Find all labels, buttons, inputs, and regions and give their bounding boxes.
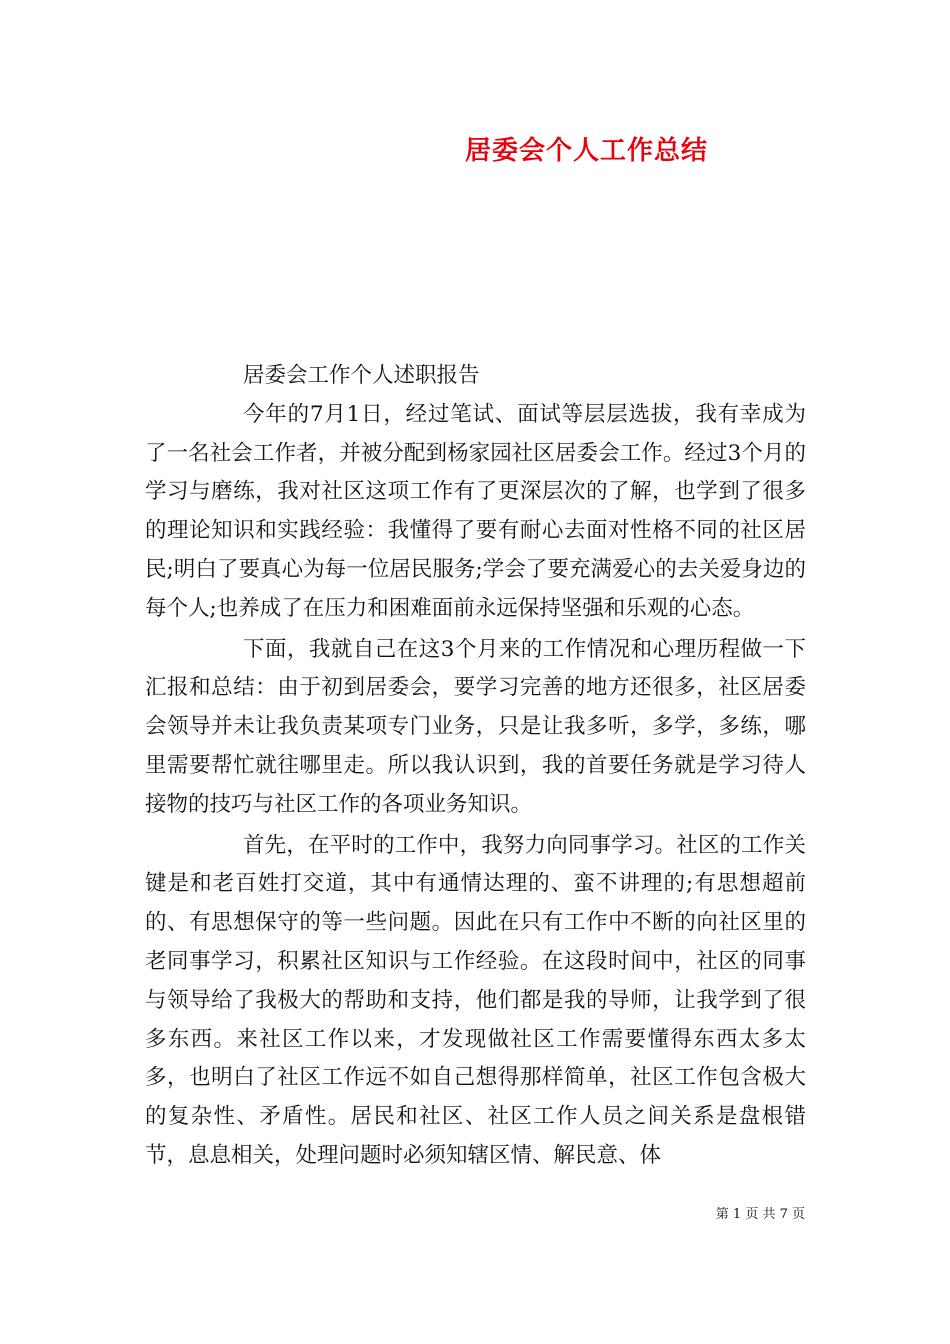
- paragraph-1: 今年的7月1日，经过笔试、面试等层层选拔，我有幸成为了一名社会工作者，并被分配到杨家园社区居委会工作。经过3个月的学习与磨练，我对社区这项工作有了更深层次的了解，也学到了很多的理论知识和实践经验：我懂得了要有耐心去面对性格不同的社区居民;明白了要真心为每一位居民服务;学会了要充满爱心的去关爱身边的每个人;也养成了在压力和困难面前永远保持坚强和乐观的心态。: [145, 401, 806, 621]
- paragraph-3: 首先，在平时的工作中，我努力向同事学习。社区的工作关键是和老百姓打交道，其中有通情达理的、蛮不讲理的;有思想超前的、有思想保守的等一些问题。因此在只有工作中不断的向社区里的老同事学习，积累社区知识与工作经验。在这段时间中，社区的同事与领导给了我极大的帮助和支持，他们都是我的导师，让我学到了很多东西。来社区工作以来，才发现做社区工作需要懂得东西太多太多，也明白了社区工作远不如自己想得那样简单，社区工作包含极大的复杂性、矛盾性。居民和社区、社区工作人员之间关系是盘根错节，息息相关，处理问题时必须知辖区情、解民意、体: [145, 832, 806, 1168]
- document-subtitle: 居委会工作个人述职报告: [243, 363, 480, 388]
- paragraph-2: 下面，我就自己在这3个月来的工作情况和心理历程做一下汇报和总结：由于初到居委会，要学习完善的地方还很多，社区居委会领导并未让我负责某项专门业务，只是让我多听，多学，多练，哪里需要帮忙就往哪里走。所以我认识到，我的首要任务就是学习待人接物的技巧与社区工作的各项业务知识。: [145, 636, 806, 817]
- document-title: 居委会个人工作总结: [465, 136, 709, 166]
- page-number-footer: 第 1 页 共 7 页: [715, 1207, 805, 1222]
- document-body: [145, 357, 806, 1176]
